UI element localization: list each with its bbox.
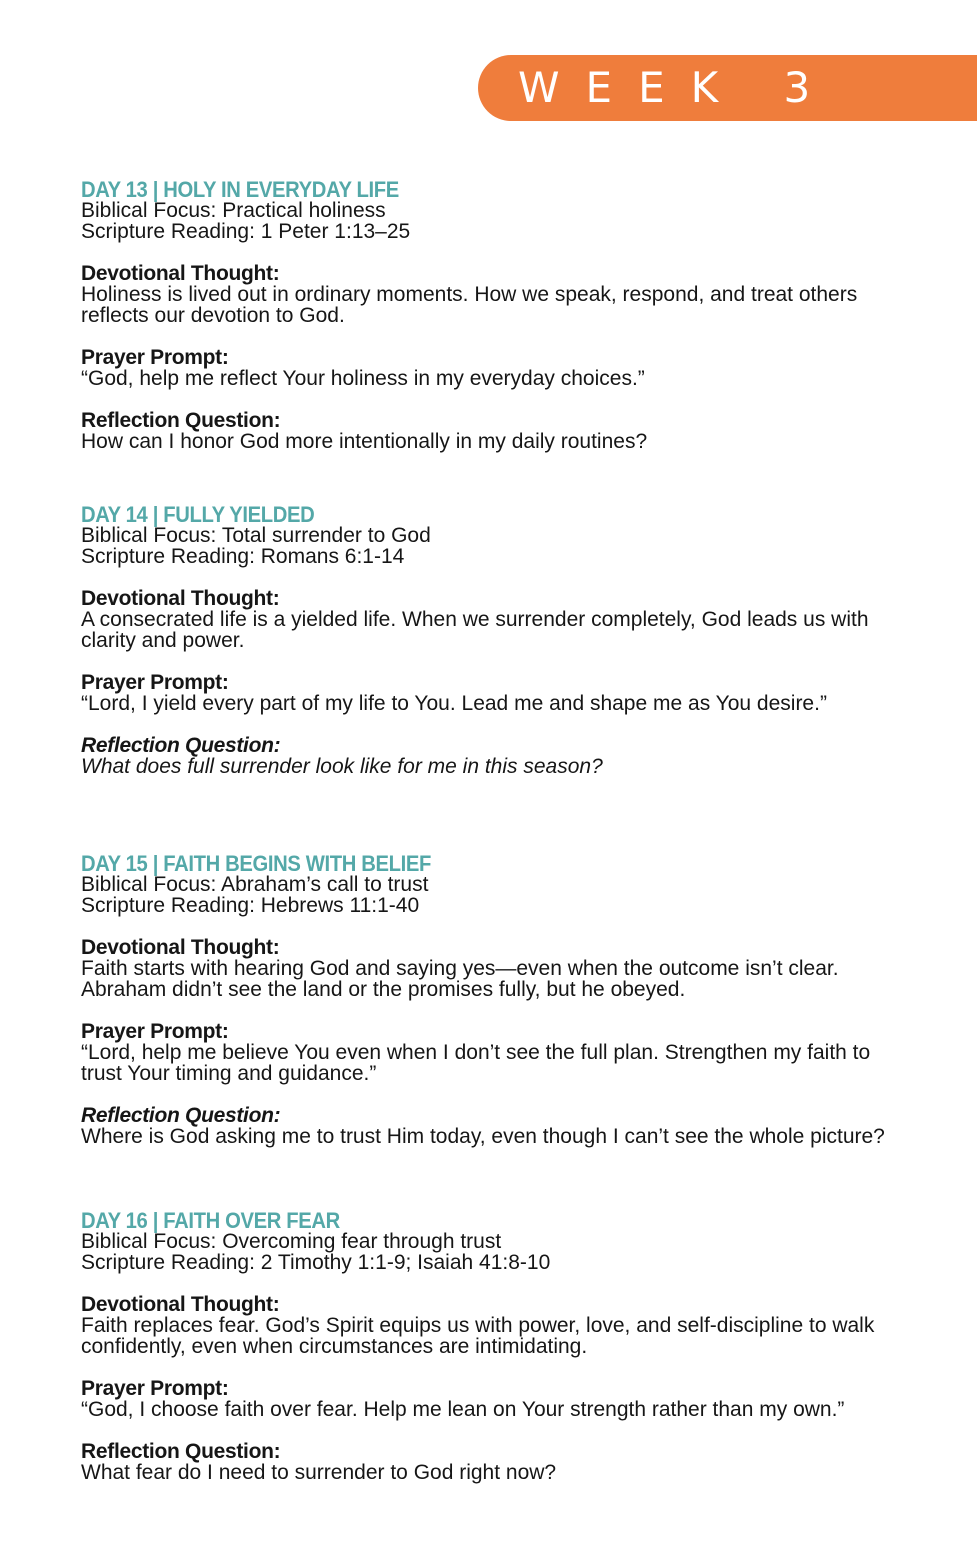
prayer-label: Prayer Prompt: (81, 1377, 229, 1400)
reflection-question (81, 735, 961, 777)
day-section-16 (81, 1210, 961, 1483)
devotional-label: Devotional Thought: (81, 587, 280, 610)
prayer-prompt (81, 347, 961, 389)
day-title: DAY 13 | HOLY IN EVERYDAY LIFE (81, 177, 399, 202)
biblical-focus: Biblical Focus: Abraham’s call to trust (81, 873, 429, 896)
reflection-text-line: Where is God asking me to trust Him today, even though I can’t see the whole picture? (81, 1125, 885, 1148)
reflection-question (81, 1441, 961, 1483)
day-section-13 (81, 179, 961, 452)
biblical-focus: Biblical Focus: Overcoming fear through trust (81, 1230, 502, 1253)
prayer-text-line: “Lord, I yield every part of my life to You. Lead me and shape me as You desire.” (81, 692, 827, 715)
prayer-text-line: “God, help me reflect Your holiness in my everyday choices.” (81, 367, 645, 390)
day-title: DAY 16 | FAITH OVER FEAR (81, 1208, 340, 1233)
reflection-question (81, 1105, 961, 1147)
devotional-thought (81, 588, 961, 651)
devotional-label: Devotional Thought: (81, 262, 280, 285)
prayer-text-line: trust Your timing and guidance.” (81, 1062, 377, 1085)
reflection-label: Reflection Question: (81, 409, 281, 432)
day-title: DAY 14 | FULLY YIELDED (81, 502, 315, 527)
devotional-thought (81, 937, 961, 1000)
reflection-text-line: What fear do I need to surrender to God right now? (81, 1461, 557, 1484)
day-section-14 (81, 504, 961, 777)
reflection-question (81, 410, 961, 452)
reflection-text-line: How can I honor God more intentionally in my daily routines? (81, 430, 648, 453)
prayer-prompt (81, 1378, 961, 1420)
devotional-label: Devotional Thought: (81, 1293, 280, 1316)
reflection-label: Reflection Question: (81, 1440, 281, 1463)
devotional-text-line: A consecrated life is a yielded life. When we surrender completely, God leads us with (81, 608, 869, 631)
day-section-15 (81, 853, 961, 1147)
devotional-thought (81, 263, 961, 326)
biblical-focus: Biblical Focus: Practical holiness (81, 199, 386, 222)
reflection-label: Reflection Question: (81, 1104, 281, 1127)
week-banner (478, 55, 977, 121)
devotional-text-line: reflects our devotion to God. (81, 304, 345, 327)
prayer-label: Prayer Prompt: (81, 346, 229, 369)
day-title: DAY 15 | FAITH BEGINS WITH BELIEF (81, 851, 432, 876)
devotional-text-line: Abraham didn’t see the land or the promises fully, but he obeyed. (81, 978, 686, 1001)
devotional-label: Devotional Thought: (81, 936, 280, 959)
reflection-text-line: What does full surrender look like for me in this season? (81, 755, 603, 778)
prayer-text-line: “Lord, help me believe You even when I don’t see the full plan. Strengthen my faith to (81, 1041, 871, 1064)
devotional-text-line: confidently, even when circumstances are intimidating. (81, 1335, 588, 1358)
devotional-thought (81, 1294, 961, 1357)
scripture-reading: Scripture Reading: Romans 6:1-14 (81, 545, 405, 568)
scripture-reading: Scripture Reading: 1 Peter 1:13–25 (81, 220, 411, 243)
prayer-text-line: “God, I choose faith over fear. Help me lean on Your strength rather than my own.” (81, 1398, 845, 1421)
scripture-reading: Scripture Reading: 2 Timothy 1:1-9; Isaiah 41:8-10 (81, 1251, 551, 1274)
devotional-text-line: Faith replaces fear. God’s Spirit equips us with power, love, and self-discipline to walk (81, 1314, 875, 1337)
scripture-reading: Scripture Reading: Hebrews 11:1-40 (81, 894, 420, 917)
devotional-text-line: clarity and power. (81, 629, 245, 652)
prayer-prompt (81, 1021, 961, 1084)
prayer-label: Prayer Prompt: (81, 671, 229, 694)
reflection-label: Reflection Question: (81, 734, 281, 757)
week-label: WEEK 3 (518, 63, 837, 112)
biblical-focus: Biblical Focus: Total surrender to God (81, 524, 431, 547)
prayer-label: Prayer Prompt: (81, 1020, 229, 1043)
devotional-text-line: Holiness is lived out in ordinary moments. How we speak, respond, and treat others (81, 283, 858, 306)
devotional-text-line: Faith starts with hearing God and saying yes—even when the outcome isn’t clear. (81, 957, 839, 980)
prayer-prompt (81, 672, 961, 714)
